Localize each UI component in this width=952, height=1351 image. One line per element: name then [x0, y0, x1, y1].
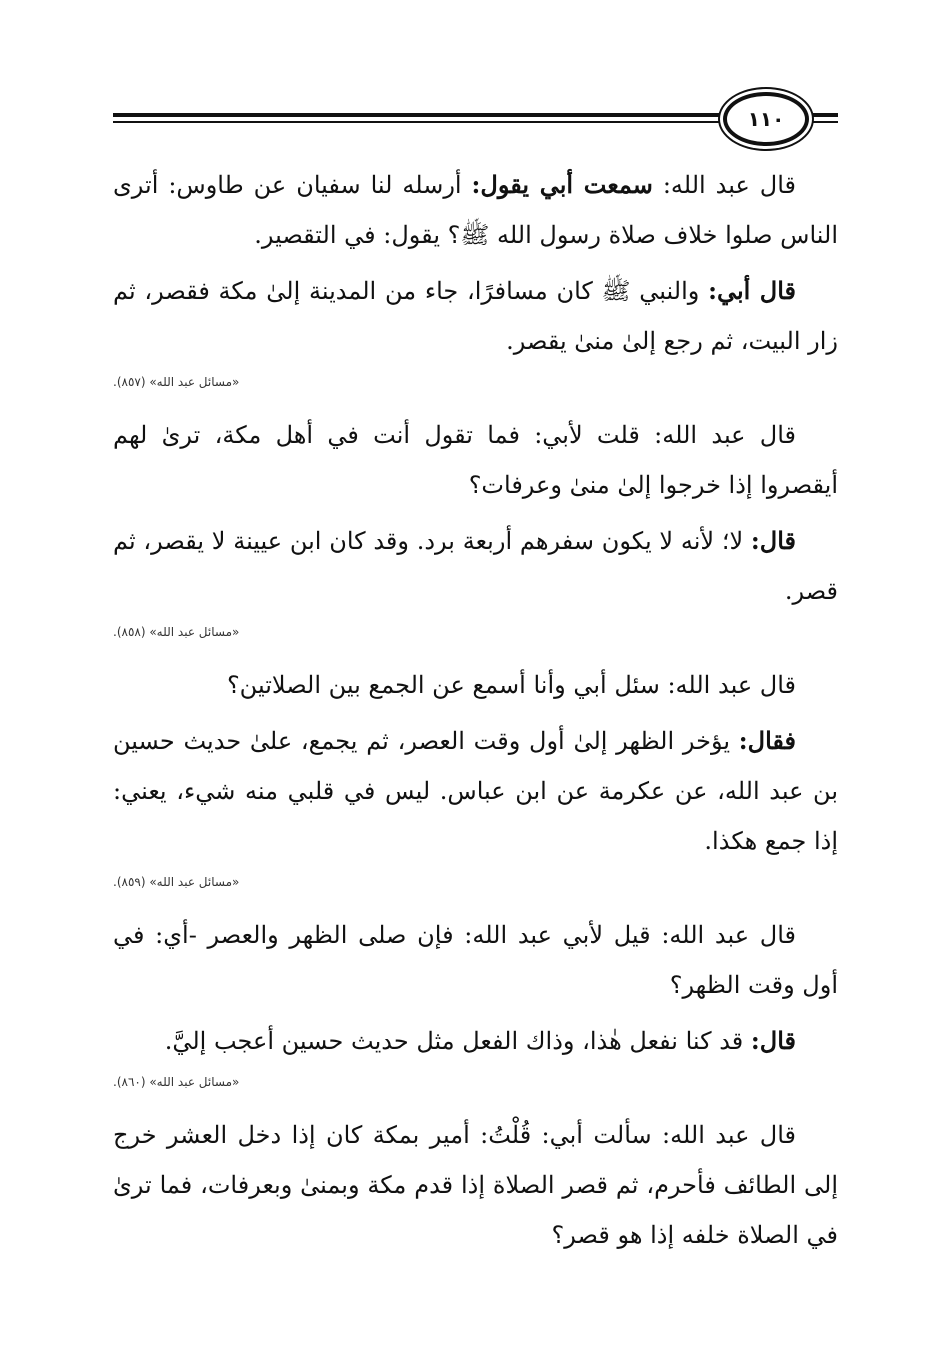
source-citation: «مسائل عبد الله» (٨٦٠).	[113, 1075, 240, 1089]
question-prefix: قال عبد الله:	[652, 171, 796, 199]
page-number: ١١٠	[747, 107, 785, 131]
answer-text: لا؛ لأنه لا يكون سفرهم أربعة برد. وقد كان ابن عيينة لا يقصر، ثم قصر.	[113, 527, 838, 605]
question-paragraph	[113, 1110, 838, 1260]
answer-paragraph	[113, 266, 838, 366]
answer-paragraph	[113, 716, 838, 866]
question-paragraph	[113, 660, 838, 710]
question-paragraph	[113, 410, 838, 510]
source-citation: «مسائل عبد الله» (٨٥٩).	[113, 875, 240, 889]
answer-paragraph	[113, 1016, 838, 1066]
question-text: قال عبد الله: قلت لأبي: فما تقول أنت في أهل مكة، ترىٰ لهم أيقصروا إذا خرجوا إلىٰ منىٰ وعرفات؟	[113, 421, 838, 499]
source-citation: «مسائل عبد الله» (٨٥٧).	[113, 375, 240, 389]
question-paragraph	[113, 910, 838, 1010]
question-text: قال عبد الله: قيل لأبي عبد الله: فإن صلى الظهر والعصر -أي: في أول وقت الظهر؟	[113, 921, 838, 999]
question-text: قال عبد الله: سئل أبي وأنا أسمع عن الجمع بين الصلاتين؟	[226, 671, 796, 699]
question-text: قال عبد الله: سألت أبي: قُلْتُ: أمير بمكة كان إذا دخل العشر خرج إلى الطائف فأحرم، ثم قصر الصلاة إذا قدم مكة وبمنىٰ وبعرفات، فما ترىٰ في الصلاة خلفه إذا هو قصر؟	[113, 1121, 838, 1249]
answer-paragraph	[113, 516, 838, 616]
answer-speaker: قال:	[750, 1026, 796, 1055]
question-text: أرسله لنا سفيان عن طاوس: أترى الناس صلوا خلاف صلاة رسول الله ﷺ؟ يقول: في التقصير.	[113, 171, 838, 249]
answer-speaker: فقال:	[738, 726, 797, 755]
page-number-badge	[723, 92, 809, 146]
answer-speaker: قال أبي:	[708, 276, 796, 305]
source-citation: «مسائل عبد الله» (٨٥٨).	[113, 625, 240, 639]
answer-speaker: قال:	[750, 526, 796, 555]
page-body	[113, 160, 838, 1260]
answer-text: والنبي ﷺ كان مسافرًا، جاء من المدينة إلىٰ مكة فقصر، ثم زار البيت، ثم رجع إلىٰ منىٰ يقصر.	[113, 277, 838, 355]
question-paragraph	[113, 160, 838, 260]
answer-text: قد كنا نفعل هٰذا، وذاك الفعل مثل حديث حسين أعجب إليَّ.	[164, 1027, 751, 1055]
answer-text: يؤخر الظهر إلىٰ أول وقت العصر، ثم يجمع، علىٰ حديث حسين بن عبد الله، عن عكرمة عن ابن عباس. ليس في قلبي منه شيء، يعني: إذا جمع هكذا.	[113, 727, 838, 855]
question-speaker: سمعت أبي يقول:	[471, 170, 653, 199]
